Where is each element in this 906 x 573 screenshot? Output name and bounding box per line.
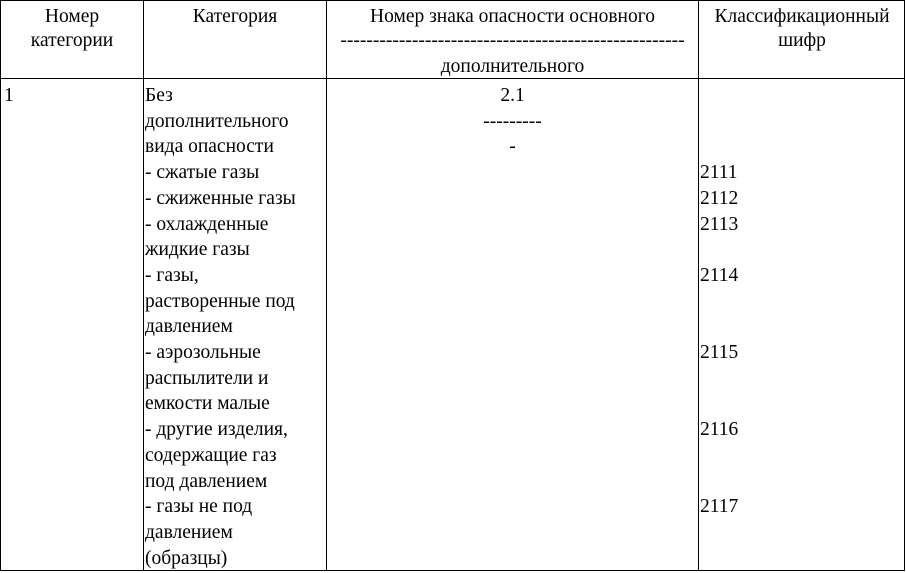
category-item-line: вида опасности (145, 136, 274, 158)
category-item-line: растворенные под (145, 290, 295, 312)
code-list (700, 83, 738, 571)
column-divider (698, 1, 699, 571)
code-item (700, 186, 738, 212)
category-item-line: - сжатые газы (145, 162, 260, 184)
header-hazard-sign-number (327, 5, 698, 79)
header-text: шифр (778, 30, 826, 51)
category-item (145, 83, 296, 160)
code-item (700, 417, 738, 494)
category-item-line: - другие изделия, (145, 419, 288, 441)
hazard-sign-cell (327, 83, 698, 160)
header-text: дополнительного (440, 56, 585, 77)
category-item-line: жидкие газы (145, 239, 250, 261)
category-list (145, 83, 296, 571)
category-item-line: - газы не под (145, 496, 253, 518)
category-item-line: емкости малые (145, 393, 270, 415)
category-item (145, 263, 296, 340)
category-item-line: - охлажденные (145, 213, 269, 235)
header-text: Категория (192, 6, 278, 27)
classification-code: 2111 (700, 162, 738, 184)
classification-code: 2113 (700, 213, 739, 235)
category-item-line: - сжиженные газы (145, 187, 296, 209)
category-item-line: дополнительного (145, 110, 289, 132)
category-item-line: содержащие газ (145, 444, 277, 466)
header-text: категории (30, 30, 114, 51)
category-item (145, 417, 296, 494)
category-item (145, 494, 296, 571)
classification-code: 2112 (700, 187, 739, 209)
hazard-sign-separator: --------- (483, 110, 542, 132)
category-item-line: давлением (145, 521, 233, 543)
category-item-line: давлением (145, 316, 233, 338)
category-number: 1 (4, 85, 14, 106)
category-number-cell (4, 83, 14, 109)
classification-code: 2114 (700, 264, 739, 286)
header-text: Номер (44, 6, 100, 27)
header-classification-code (699, 5, 905, 53)
column-divider (143, 1, 144, 571)
classification-code (700, 83, 738, 109)
category-item-line: (образцы) (145, 547, 228, 569)
code-item (700, 263, 738, 340)
category-item (145, 186, 296, 212)
category-item-line: распылители и (145, 367, 269, 389)
category-item (145, 212, 296, 263)
table-right-border (904, 1, 905, 571)
hazard-sign-main: 2.1 (500, 85, 525, 106)
code-item (700, 83, 738, 160)
category-item-line: под давлением (145, 470, 268, 492)
category-item-line: - газы, (145, 264, 199, 286)
category-item-line: - аэрозольные (145, 342, 261, 364)
classification-code: 2116 (700, 419, 739, 441)
table-bottom-border (1, 570, 905, 571)
header-text: Номер знака опасности основного (370, 6, 655, 27)
header-category-number (1, 5, 143, 53)
classification-code: 2115 (700, 342, 739, 364)
classification-code: 2117 (700, 496, 739, 518)
code-item (700, 340, 738, 417)
category-item (145, 160, 296, 186)
code-item (700, 212, 738, 263)
header-text: Классификационный (714, 6, 890, 27)
header-separator: ----------------------------------------------------- (340, 30, 685, 51)
hazard-sign-additional: - (509, 136, 516, 158)
code-item (700, 494, 738, 571)
code-item (700, 160, 738, 186)
category-item (145, 340, 296, 417)
category-item-line: Без (145, 85, 173, 106)
header-category (144, 5, 326, 29)
